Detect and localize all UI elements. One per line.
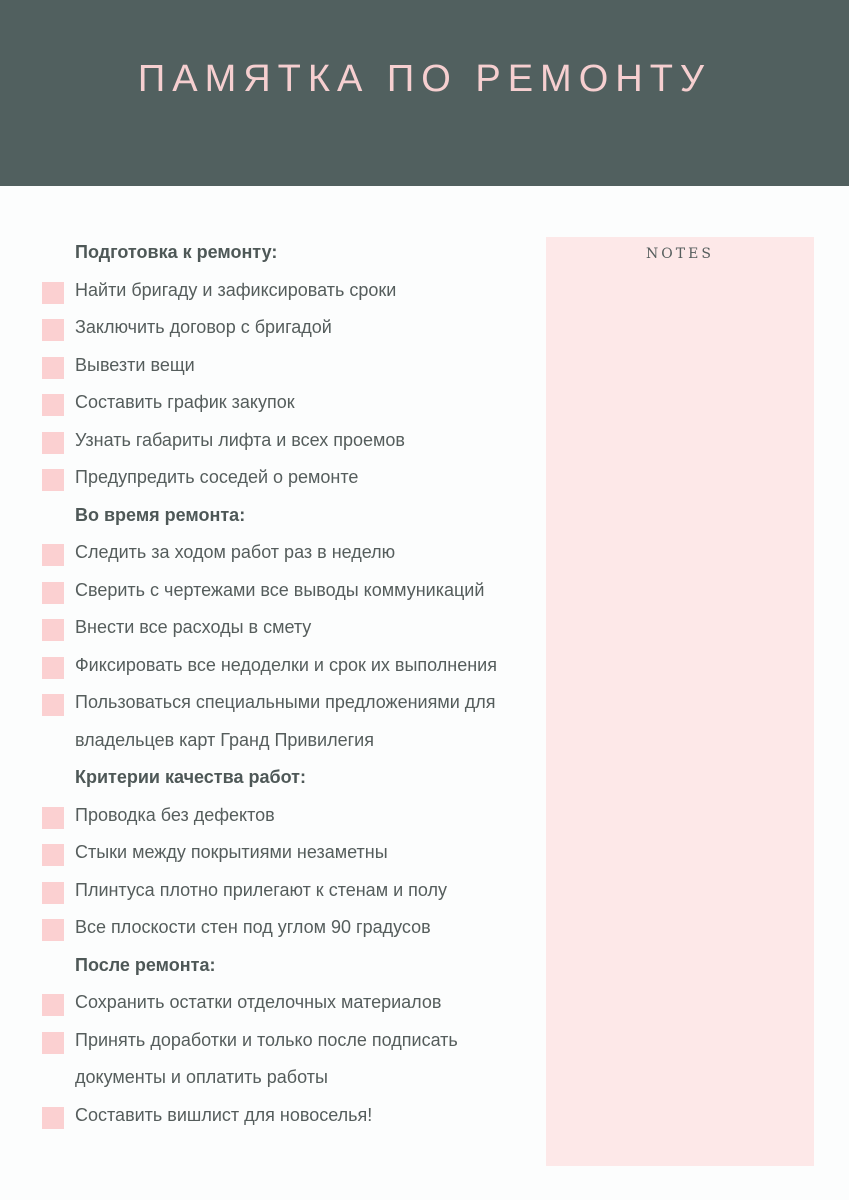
checklist-item-text: Проводка без дефектов [75,804,275,825]
checklist-item [42,798,542,836]
checklist-item-text: владельцев карт Гранд Привилегия [75,729,374,750]
checklist-item [42,460,542,498]
section-heading-text: Критерии качества работ: [75,767,306,787]
checklist-item [42,985,542,1023]
checklist-item [42,648,542,686]
section-heading [42,235,542,273]
checklist-item [42,310,542,348]
checklist-item [42,573,542,611]
checklist-item-text: документы и оплатить работы [75,1067,328,1087]
checkbox[interactable] [42,882,64,904]
checkbox[interactable] [42,1107,64,1129]
checklist-item-text: Сверить с чертежами все выводы коммуникаций [75,579,485,600]
checklist-item [42,273,542,311]
checklist-item [42,1060,542,1098]
checkbox[interactable] [42,844,64,866]
checklist-item-text: Стыки между покрытиями незаметны [75,842,388,862]
checklist-item-text: Предупредить соседей о ремонте [75,467,359,487]
checklist-item-text: Фиксировать все недоделки и срок их выполнения [75,654,497,675]
checklist-item-text: Все плоскости стен под углом 90 градусов [75,917,431,937]
checkbox[interactable] [42,694,64,716]
checkbox[interactable] [42,394,64,416]
checklist-item [42,535,542,573]
checklist-item-text: Принять доработки и только после подписать [75,1029,458,1050]
checkbox[interactable] [42,357,64,379]
checklist-item [42,835,542,873]
checkbox[interactable] [42,432,64,454]
checkbox[interactable] [42,469,64,491]
notes-title: NOTES [646,246,714,262]
checklist-item-text: Заключить договор с бригадой [75,317,332,337]
checklist-item-text: Составить график закупок [75,392,295,412]
checklist-item-text: Внести все расходы в смету [75,617,312,637]
page-title: ПАМЯТКА ПО РЕМОНТУ [137,58,712,100]
section-heading-text: После ремонта: [75,954,216,975]
section-heading [42,948,542,986]
notes-panel [546,237,814,1166]
checkbox[interactable] [42,544,64,566]
checkbox[interactable] [42,919,64,941]
section-heading-text: Подготовка к ремонту: [75,242,278,262]
checklist-item [42,610,542,648]
checklist-item [42,873,542,911]
header-banner [0,0,849,186]
checkbox[interactable] [42,619,64,641]
checkbox[interactable] [42,807,64,829]
checklist-item [42,910,542,948]
checklist [42,235,542,1135]
checklist-item-text: Пользоваться специальными предложениями для [75,692,496,712]
checklist-item-text: Составить вишлист для новоселья! [75,1104,373,1125]
checklist-item [42,685,542,723]
checklist-item [42,423,542,461]
section-heading [42,760,542,798]
checklist-item [42,385,542,423]
checklist-item-text: Найти бригаду и зафиксировать сроки [75,279,397,300]
checkbox[interactable] [42,657,64,679]
checklist-item [42,1023,542,1061]
checklist-item-text: Узнать габариты лифта и всех проемов [75,429,405,450]
checklist-item [42,1098,542,1136]
checklist-item-text: Вывезти вещи [75,354,195,375]
checklist-item-text: Плинтуса плотно прилегают к стенам и полу [75,879,447,900]
checklist-item-text: Следить за ходом работ раз в неделю [75,542,396,562]
checkbox[interactable] [42,1032,64,1054]
checkbox[interactable] [42,994,64,1016]
checkbox[interactable] [42,282,64,304]
checklist-item-text: Сохранить остатки отделочных материалов [75,992,442,1012]
checkbox[interactable] [42,319,64,341]
checklist-item [42,723,542,761]
checkbox[interactable] [42,582,64,604]
checklist-item [42,348,542,386]
section-heading [42,498,542,536]
section-heading-text: Во время ремонта: [75,504,246,525]
